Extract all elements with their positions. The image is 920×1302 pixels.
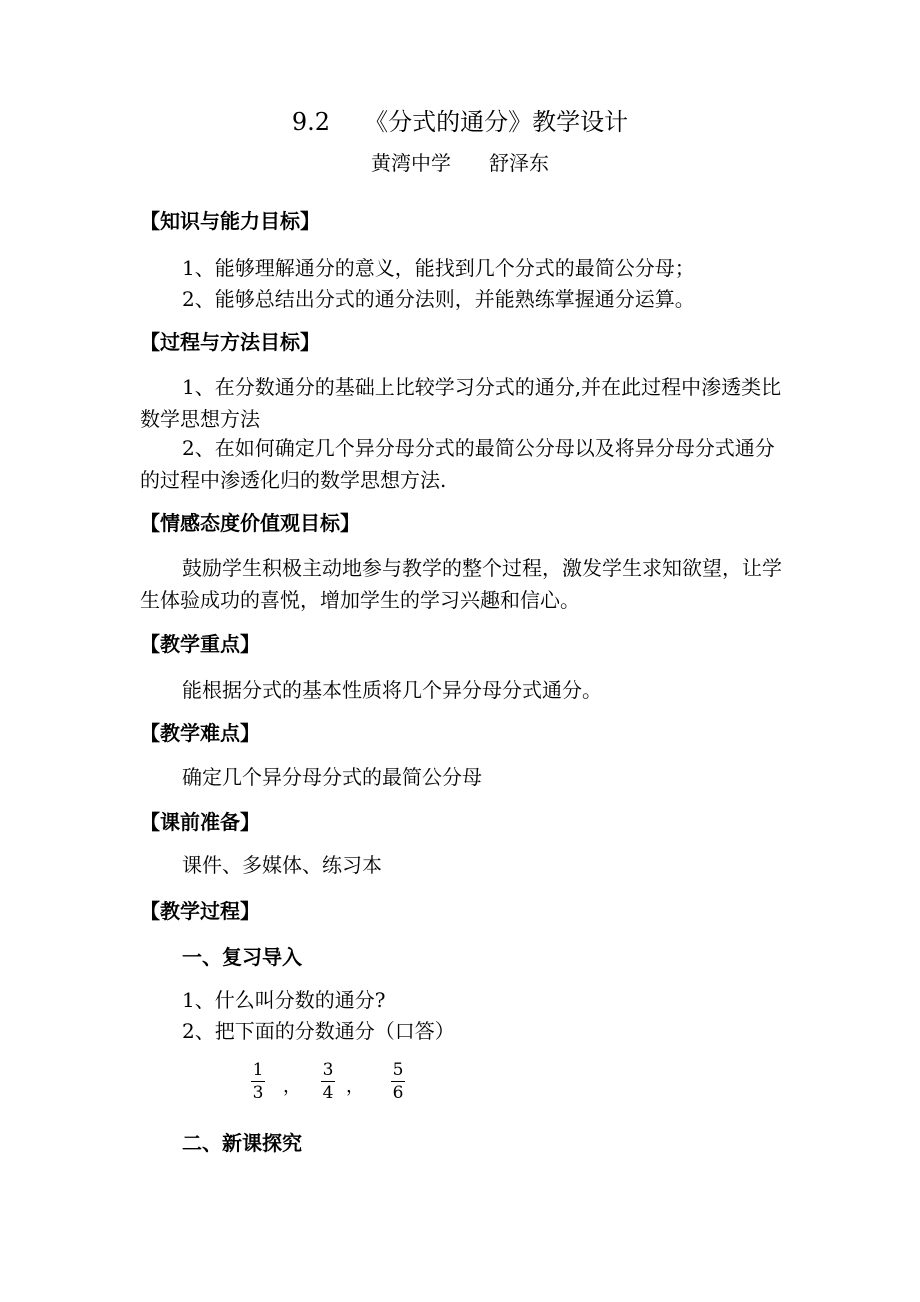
heading-process: 【过程与方法目标】 [140,330,320,354]
part1-item-2: 2、把下面的分数通分（口答） [182,1019,455,1043]
fraction-3-denominator: 6 [392,1083,404,1103]
part1-title: 一、复习导入 [182,945,302,969]
author-line [0,149,920,177]
fraction-bar [321,1081,335,1082]
heading-knowledge: 【知识与能力目标】 [140,209,320,233]
process-item-1: 1、在分数通分的基础上比较学习分式的通分,并在此过程中渗透类比数学思想方法 [140,375,782,431]
knowledge-item-2: 2、能够总结出分式的通分法则，并能熟练掌握通分运算。 [182,287,695,311]
heading-key-point: 【教学重点】 [140,632,260,656]
heading-difficulty: 【教学难点】 [140,721,260,745]
fraction-comma: ， [283,1076,301,1097]
title-number: 9.2 [291,108,331,136]
fraction-1-numerator: 1 [252,1060,264,1080]
fraction-1 [248,1060,268,1103]
fraction-3-numerator: 5 [392,1060,404,1080]
heading-teaching-process: 【教学过程】 [140,899,260,923]
process-item-2: 2、在如何确定几个异分母分式的最简公分母以及将异分母分式通分的过程中渗透化归的数学思想方法. [140,436,775,492]
fraction-comma: ， [346,1076,364,1097]
title-text: 《分式的通分》教学设计 [364,108,629,136]
fraction-2-denominator: 4 [322,1083,334,1103]
fraction-bar [251,1081,265,1082]
preparation-text: 课件、多媒体、练习本 [182,853,382,877]
knowledge-item-1: 1、能够理解通分的意义，能找到几个分式的最简公分母； [182,256,695,280]
difficulty-text: 确定几个异分母分式的最简公分母 [182,765,482,789]
fraction-2 [318,1060,338,1103]
part2-title: 二、新课探究 [182,1131,302,1155]
fraction-1-denominator: 3 [252,1083,264,1103]
part1-item-1: 1、什么叫分数的通分? [182,988,386,1012]
key-point-text: 能根据分式的基本性质将几个异分母分式通分。 [182,678,602,702]
fraction-3 [388,1060,408,1103]
fraction-bar [391,1081,405,1082]
heading-preparation: 【课前准备】 [140,810,260,834]
fraction-2-numerator: 3 [322,1060,334,1080]
school-name: 黄湾中学 [371,151,451,175]
page-title [0,106,920,138]
emotion-text: 鼓励学生积极主动地参与教学的整个过程，激发学生求知欲望，让学生体验成功的喜悦，增加学生的学习兴趣和信心。 [140,556,782,612]
author-name: 舒泽东 [489,151,549,175]
heading-emotion: 【情感态度价值观目标】 [140,511,360,535]
